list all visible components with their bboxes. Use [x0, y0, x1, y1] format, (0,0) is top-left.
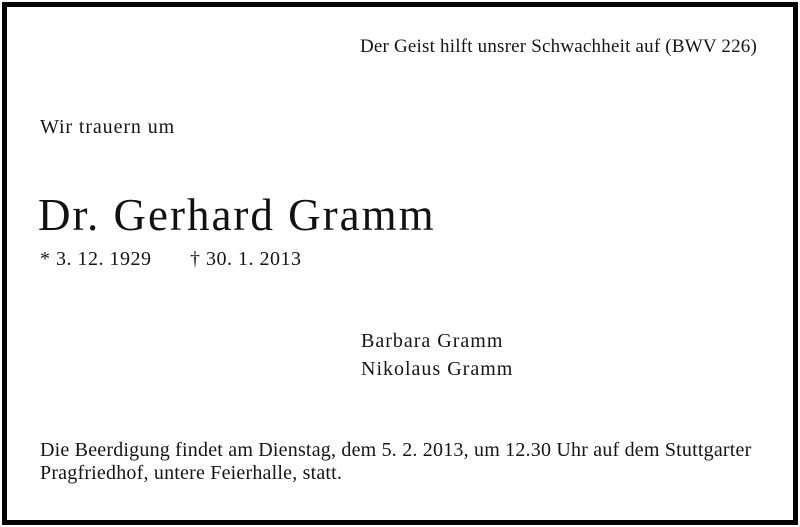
mourner-name: Barbara Gramm — [361, 330, 504, 352]
birth-date: * 3. 12. 1929 — [40, 248, 152, 270]
mourners-list — [361, 327, 513, 383]
deceased-name: Dr. Gerhard Gramm — [38, 190, 436, 240]
life-dates — [40, 248, 302, 270]
death-date: † 30. 1. 2013 — [190, 248, 302, 270]
mourning-intro: Wir trauern um — [40, 116, 176, 138]
funeral-details: Die Beerdigung findet am Dienstag, dem 5. 2. 2013, um 12.30 Uhr auf dem Stuttgarter Pragfriedhof, untere Feierhalle, statt. — [40, 439, 752, 484]
mourner-name: Nikolaus Gramm — [361, 358, 514, 380]
epigraph: Der Geist hilft unsrer Schwachheit auf (BWV 226) — [359, 36, 757, 57]
